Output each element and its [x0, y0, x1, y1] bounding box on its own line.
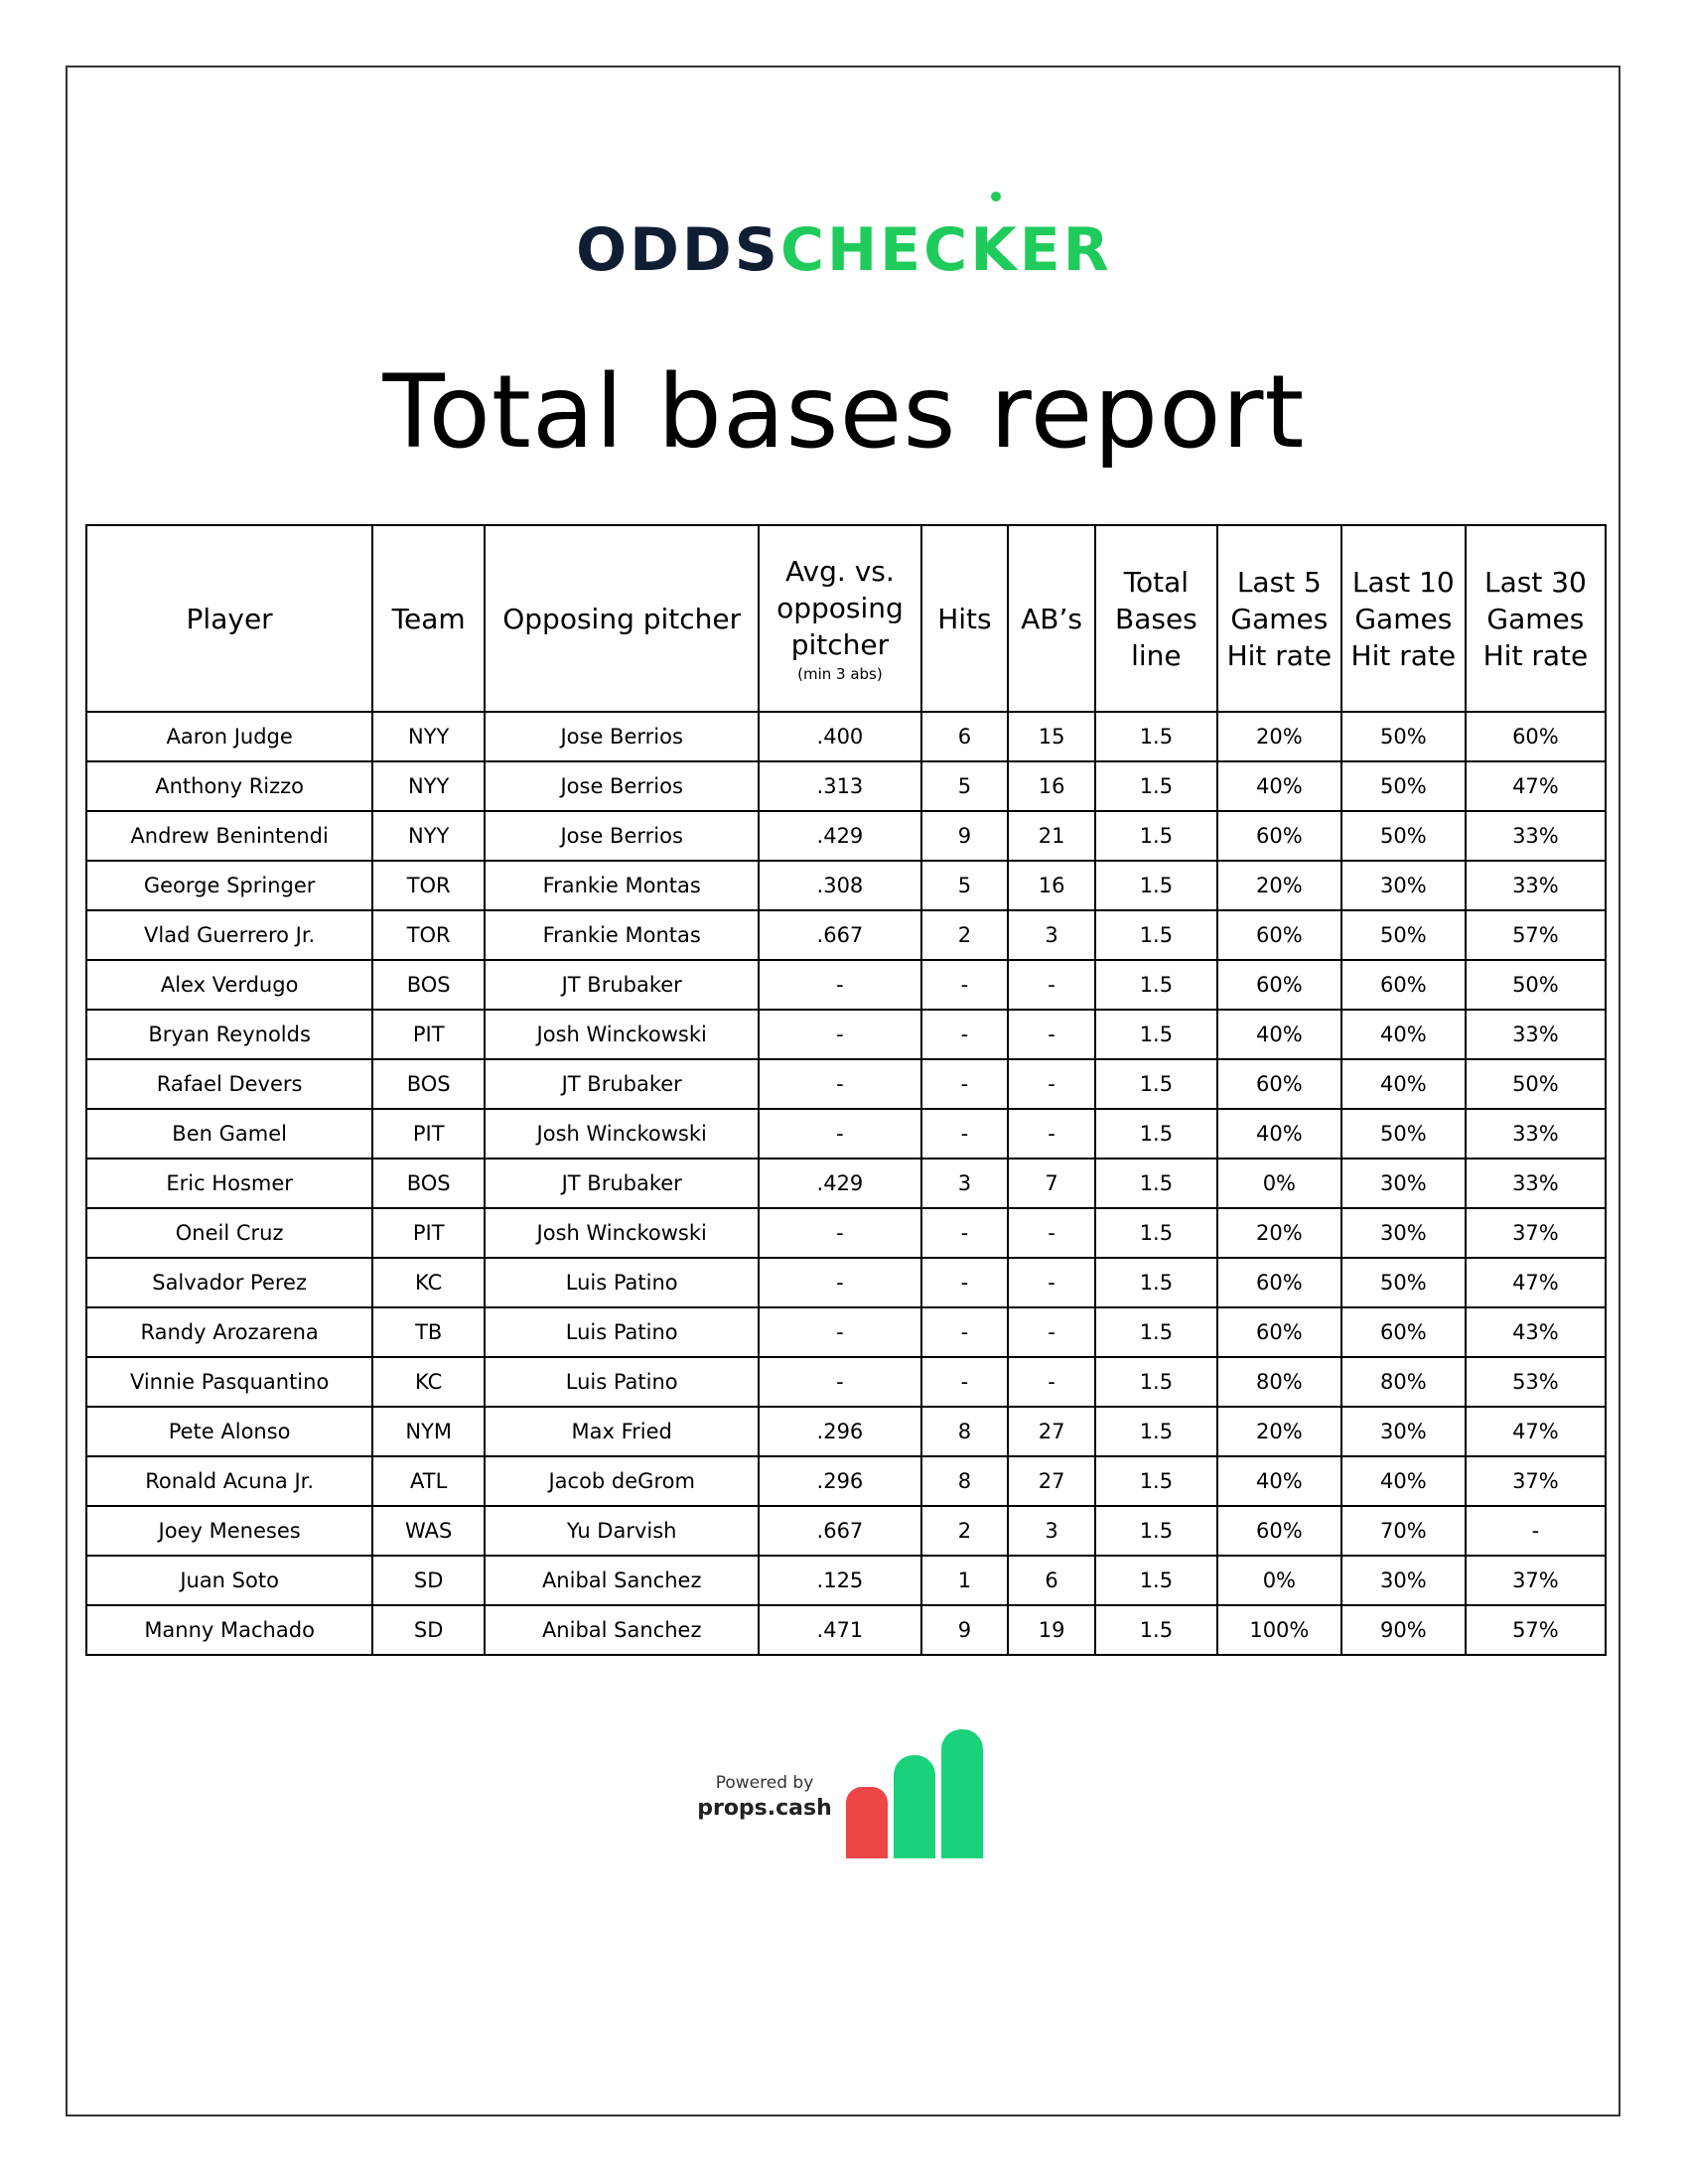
cell-at-bats: 27	[1008, 1456, 1095, 1506]
header-label: Total Bases line	[1115, 565, 1197, 672]
cell-total-bases-line: 1.5	[1095, 960, 1217, 1010]
cell-last-10-hit-rate: 50%	[1341, 761, 1466, 811]
cell-last-30-hit-rate: 57%	[1466, 1605, 1606, 1655]
cell-at-bats: -	[1008, 1357, 1095, 1407]
cell-at-bats: 16	[1008, 861, 1095, 910]
cell-last-10-hit-rate: 50%	[1341, 1109, 1466, 1159]
props-cash-brand: props.cash	[697, 1796, 832, 1821]
cell-opposing-pitcher: Josh Winckowski	[485, 1010, 759, 1059]
green-bar-icon	[894, 1755, 935, 1858]
cell-last-5-hit-rate: 60%	[1217, 960, 1341, 1010]
cell-team: TOR	[372, 861, 485, 910]
cell-total-bases-line: 1.5	[1095, 1010, 1217, 1059]
cell-last-5-hit-rate: 20%	[1217, 861, 1341, 910]
cell-at-bats: -	[1008, 1307, 1095, 1357]
cell-player: Oneil Cruz	[86, 1208, 372, 1258]
table-header	[86, 525, 1606, 712]
header-row	[86, 525, 1606, 712]
cell-hits: 1	[921, 1556, 1009, 1605]
logo-text-checker	[780, 215, 1112, 285]
cell-player: Ben Gamel	[86, 1109, 372, 1159]
cell-opposing-pitcher: Yu Darvish	[485, 1506, 759, 1556]
cell-team: SD	[372, 1556, 485, 1605]
cell-avg-vs-pitcher: .400	[759, 712, 920, 761]
cell-last-10-hit-rate: 60%	[1341, 1307, 1466, 1357]
cell-last-30-hit-rate: 47%	[1466, 1258, 1606, 1307]
cell-player: Ronald Acuna Jr.	[86, 1456, 372, 1506]
cell-last-10-hit-rate: 30%	[1341, 1208, 1466, 1258]
report-title: Total bases report	[382, 353, 1306, 472]
header-label: Hits	[937, 602, 992, 635]
cell-total-bases-line: 1.5	[1095, 1456, 1217, 1506]
cell-last-30-hit-rate: 57%	[1466, 910, 1606, 960]
table-row	[86, 1010, 1606, 1059]
cell-player: Rafael Devers	[86, 1059, 372, 1109]
cell-opposing-pitcher: Josh Winckowski	[485, 1208, 759, 1258]
cell-last-30-hit-rate: 33%	[1466, 811, 1606, 861]
cell-last-5-hit-rate: 0%	[1217, 1556, 1341, 1605]
cell-avg-vs-pitcher: -	[759, 1307, 920, 1357]
tall-green-bar-icon	[941, 1729, 983, 1858]
red-bar-icon	[846, 1787, 888, 1858]
cell-last-10-hit-rate: 50%	[1341, 712, 1466, 761]
cell-last-10-hit-rate: 30%	[1341, 1159, 1466, 1208]
cell-hits: 8	[921, 1456, 1009, 1506]
cell-at-bats: 21	[1008, 811, 1095, 861]
cell-team: NYY	[372, 761, 485, 811]
cell-at-bats: 6	[1008, 1556, 1095, 1605]
cell-opposing-pitcher: Jose Berrios	[485, 811, 759, 861]
cell-team: PIT	[372, 1010, 485, 1059]
cell-at-bats: 15	[1008, 712, 1095, 761]
cell-last-10-hit-rate: 30%	[1341, 861, 1466, 910]
cell-at-bats: 27	[1008, 1407, 1095, 1456]
cell-opposing-pitcher: Luis Patino	[485, 1307, 759, 1357]
cell-total-bases-line: 1.5	[1095, 811, 1217, 861]
cell-player: Manny Machado	[86, 1605, 372, 1655]
cell-team: PIT	[372, 1208, 485, 1258]
header-label: Team	[391, 602, 466, 635]
cell-player: Juan Soto	[86, 1556, 372, 1605]
cell-opposing-pitcher: JT Brubaker	[485, 1059, 759, 1109]
cell-last-10-hit-rate: 40%	[1341, 1010, 1466, 1059]
cell-at-bats: 3	[1008, 910, 1095, 960]
cell-team: SD	[372, 1605, 485, 1655]
cell-avg-vs-pitcher: .471	[759, 1605, 920, 1655]
cell-opposing-pitcher: Frankie Montas	[485, 861, 759, 910]
cell-last-30-hit-rate: 37%	[1466, 1456, 1606, 1506]
cell-last-5-hit-rate: 40%	[1217, 1109, 1341, 1159]
cell-total-bases-line: 1.5	[1095, 1605, 1217, 1655]
table-row	[86, 761, 1606, 811]
cell-hits: 9	[921, 1605, 1009, 1655]
cell-opposing-pitcher: Josh Winckowski	[485, 1109, 759, 1159]
logo-text-odds: ODDS	[576, 215, 780, 285]
cell-last-30-hit-rate: 50%	[1466, 1059, 1606, 1109]
cell-last-30-hit-rate: 43%	[1466, 1307, 1606, 1357]
cell-team: KC	[372, 1357, 485, 1407]
cell-avg-vs-pitcher: .429	[759, 1159, 920, 1208]
cell-last-5-hit-rate: 60%	[1217, 811, 1341, 861]
cell-hits: -	[921, 1357, 1009, 1407]
cell-avg-vs-pitcher: .429	[759, 811, 920, 861]
cell-total-bases-line: 1.5	[1095, 1506, 1217, 1556]
cell-hits: -	[921, 1109, 1009, 1159]
cell-last-30-hit-rate: 50%	[1466, 960, 1606, 1010]
cell-team: BOS	[372, 1159, 485, 1208]
cell-total-bases-line: 1.5	[1095, 1556, 1217, 1605]
cell-last-30-hit-rate: 47%	[1466, 761, 1606, 811]
cell-opposing-pitcher: Luis Patino	[485, 1258, 759, 1307]
cell-opposing-pitcher: Max Fried	[485, 1407, 759, 1456]
cell-avg-vs-pitcher: .308	[759, 861, 920, 910]
cell-total-bases-line: 1.5	[1095, 1208, 1217, 1258]
header-opposing-pitcher	[485, 525, 759, 712]
cell-hits: 5	[921, 861, 1009, 910]
cell-total-bases-line: 1.5	[1095, 712, 1217, 761]
cell-opposing-pitcher: Jose Berrios	[485, 761, 759, 811]
footer	[0, 1727, 1688, 1866]
cell-last-5-hit-rate: 20%	[1217, 1208, 1341, 1258]
table-row	[86, 1605, 1606, 1655]
cell-at-bats: -	[1008, 1109, 1095, 1159]
header-team	[372, 525, 485, 712]
cell-team: BOS	[372, 1059, 485, 1109]
cell-hits: 5	[921, 761, 1009, 811]
cell-team: ATL	[372, 1456, 485, 1506]
cell-last-5-hit-rate: 60%	[1217, 1506, 1341, 1556]
cell-opposing-pitcher: Jacob deGrom	[485, 1456, 759, 1506]
cell-player: Vlad Guerrero Jr.	[86, 910, 372, 960]
cell-team: BOS	[372, 960, 485, 1010]
header-last-5-hit-rate	[1217, 525, 1341, 712]
header-last-10-hit-rate	[1341, 525, 1466, 712]
table-row	[86, 1506, 1606, 1556]
cell-player: Randy Arozarena	[86, 1307, 372, 1357]
cell-hits: 2	[921, 1506, 1009, 1556]
cell-hits: -	[921, 1258, 1009, 1307]
cell-last-5-hit-rate: 20%	[1217, 712, 1341, 761]
cell-at-bats: -	[1008, 1258, 1095, 1307]
header-at-bats	[1008, 525, 1095, 712]
oddschecker-logo	[0, 215, 1688, 285]
cell-total-bases-line: 1.5	[1095, 1407, 1217, 1456]
cell-last-30-hit-rate: 33%	[1466, 861, 1606, 910]
cell-last-30-hit-rate: 60%	[1466, 712, 1606, 761]
header-label: Last 30 Games Hit rate	[1482, 565, 1589, 672]
table-row	[86, 1556, 1606, 1605]
cell-hits: -	[921, 960, 1009, 1010]
cell-avg-vs-pitcher: -	[759, 1357, 920, 1407]
header-label: Last 5 Games Hit rate	[1226, 565, 1333, 672]
cell-total-bases-line: 1.5	[1095, 1059, 1217, 1109]
cell-player: Pete Alonso	[86, 1407, 372, 1456]
cell-total-bases-line: 1.5	[1095, 1258, 1217, 1307]
table-row	[86, 1059, 1606, 1109]
table-row	[86, 1357, 1606, 1407]
cell-last-5-hit-rate: 40%	[1217, 1010, 1341, 1059]
table-row	[86, 1456, 1606, 1506]
cell-last-10-hit-rate: 30%	[1341, 1556, 1466, 1605]
props-cash-bars-icon	[846, 1729, 985, 1858]
table-row	[86, 960, 1606, 1010]
cell-hits: 3	[921, 1159, 1009, 1208]
cell-at-bats: -	[1008, 960, 1095, 1010]
table-row	[86, 1407, 1606, 1456]
header-label: Avg. vs. opposing pitcher	[776, 554, 904, 661]
table-row	[86, 1208, 1606, 1258]
cell-at-bats: 16	[1008, 761, 1095, 811]
cell-last-5-hit-rate: 60%	[1217, 1258, 1341, 1307]
powered-by-label: Powered by	[715, 1773, 814, 1793]
cell-player: Alex Verdugo	[86, 960, 372, 1010]
cell-total-bases-line: 1.5	[1095, 1159, 1217, 1208]
cell-last-10-hit-rate: 90%	[1341, 1605, 1466, 1655]
cell-player: Bryan Reynolds	[86, 1010, 372, 1059]
table-row	[86, 1307, 1606, 1357]
table-row	[86, 1159, 1606, 1208]
cell-total-bases-line: 1.5	[1095, 1307, 1217, 1357]
cell-player: Andrew Benintendi	[86, 811, 372, 861]
cell-player: George Springer	[86, 861, 372, 910]
cell-total-bases-line: 1.5	[1095, 910, 1217, 960]
cell-total-bases-line: 1.5	[1095, 1357, 1217, 1407]
cell-avg-vs-pitcher: .296	[759, 1407, 920, 1456]
cell-opposing-pitcher: Jose Berrios	[485, 712, 759, 761]
cell-team: NYY	[372, 811, 485, 861]
cell-last-10-hit-rate: 80%	[1341, 1357, 1466, 1407]
header-label: Player	[186, 602, 273, 635]
header-note: (min 3 abs)	[797, 664, 883, 683]
cell-avg-vs-pitcher: -	[759, 1010, 920, 1059]
cell-last-30-hit-rate: -	[1466, 1506, 1606, 1556]
cell-avg-vs-pitcher: .667	[759, 910, 920, 960]
cell-last-5-hit-rate: 20%	[1217, 1407, 1341, 1456]
cell-last-30-hit-rate: 33%	[1466, 1010, 1606, 1059]
cell-avg-vs-pitcher: -	[759, 1109, 920, 1159]
cell-last-10-hit-rate: 40%	[1341, 1059, 1466, 1109]
cell-avg-vs-pitcher: -	[759, 1208, 920, 1258]
cell-opposing-pitcher: JT Brubaker	[485, 1159, 759, 1208]
cell-team: NYM	[372, 1407, 485, 1456]
cell-last-30-hit-rate: 37%	[1466, 1556, 1606, 1605]
cell-avg-vs-pitcher: .667	[759, 1506, 920, 1556]
cell-avg-vs-pitcher: -	[759, 1059, 920, 1109]
cell-last-30-hit-rate: 33%	[1466, 1109, 1606, 1159]
cell-last-30-hit-rate: 53%	[1466, 1357, 1606, 1407]
cell-player: Eric Hosmer	[86, 1159, 372, 1208]
cell-at-bats: 19	[1008, 1605, 1095, 1655]
cell-team: KC	[372, 1258, 485, 1307]
logo-dot-icon	[991, 192, 1001, 202]
cell-total-bases-line: 1.5	[1095, 861, 1217, 910]
header-label: AB’s	[1021, 602, 1082, 635]
header-avg-vs-pitcher	[759, 525, 920, 712]
cell-team: WAS	[372, 1506, 485, 1556]
cell-opposing-pitcher: Frankie Montas	[485, 910, 759, 960]
cell-player: Anthony Rizzo	[86, 761, 372, 811]
cell-player: Aaron Judge	[86, 712, 372, 761]
table-row	[86, 1258, 1606, 1307]
header-player	[86, 525, 372, 712]
cell-last-10-hit-rate: 50%	[1341, 811, 1466, 861]
logo-text-checker-label: CHECKER	[779, 215, 1112, 285]
header-total-bases-line	[1095, 525, 1217, 712]
cell-last-5-hit-rate: 40%	[1217, 761, 1341, 811]
cell-avg-vs-pitcher: -	[759, 1258, 920, 1307]
header-hits	[921, 525, 1009, 712]
cell-team: NYY	[372, 712, 485, 761]
table-body	[86, 712, 1606, 1655]
cell-last-10-hit-rate: 50%	[1341, 1258, 1466, 1307]
cell-team: TB	[372, 1307, 485, 1357]
cell-at-bats: -	[1008, 1010, 1095, 1059]
cell-last-5-hit-rate: 100%	[1217, 1605, 1341, 1655]
cell-total-bases-line: 1.5	[1095, 1109, 1217, 1159]
cell-player: Joey Meneses	[86, 1506, 372, 1556]
cell-opposing-pitcher: JT Brubaker	[485, 960, 759, 1010]
cell-at-bats: 7	[1008, 1159, 1095, 1208]
cell-hits: -	[921, 1208, 1009, 1258]
cell-player: Salvador Perez	[86, 1258, 372, 1307]
cell-hits: -	[921, 1059, 1009, 1109]
cell-at-bats: 3	[1008, 1506, 1095, 1556]
powered-by-block	[695, 1771, 834, 1823]
cell-last-10-hit-rate: 40%	[1341, 1456, 1466, 1506]
cell-at-bats: -	[1008, 1208, 1095, 1258]
cell-at-bats: -	[1008, 1059, 1095, 1109]
cell-hits: 9	[921, 811, 1009, 861]
cell-last-5-hit-rate: 60%	[1217, 910, 1341, 960]
cell-last-5-hit-rate: 60%	[1217, 1059, 1341, 1109]
cell-last-5-hit-rate: 0%	[1217, 1159, 1341, 1208]
header-label: Last 10 Games Hit rate	[1350, 565, 1457, 672]
cell-last-10-hit-rate: 30%	[1341, 1407, 1466, 1456]
header-last-30-hit-rate	[1466, 525, 1606, 712]
cell-opposing-pitcher: Anibal Sanchez	[485, 1556, 759, 1605]
cell-opposing-pitcher: Luis Patino	[485, 1357, 759, 1407]
cell-last-5-hit-rate: 40%	[1217, 1456, 1341, 1506]
table-row	[86, 811, 1606, 861]
cell-hits: -	[921, 1307, 1009, 1357]
cell-team: TOR	[372, 910, 485, 960]
table-row	[86, 861, 1606, 910]
cell-last-10-hit-rate: 60%	[1341, 960, 1466, 1010]
cell-last-30-hit-rate: 47%	[1466, 1407, 1606, 1456]
cell-team: PIT	[372, 1109, 485, 1159]
total-bases-table	[85, 524, 1607, 1656]
cell-hits: -	[921, 1010, 1009, 1059]
table-row	[86, 1109, 1606, 1159]
table-row	[86, 712, 1606, 761]
cell-last-30-hit-rate: 37%	[1466, 1208, 1606, 1258]
header-label: Opposing pitcher	[502, 602, 742, 635]
table-row	[86, 910, 1606, 960]
cell-total-bases-line: 1.5	[1095, 761, 1217, 811]
cell-avg-vs-pitcher: .125	[759, 1556, 920, 1605]
cell-avg-vs-pitcher: -	[759, 960, 920, 1010]
cell-last-10-hit-rate: 70%	[1341, 1506, 1466, 1556]
cell-avg-vs-pitcher: .313	[759, 761, 920, 811]
cell-last-10-hit-rate: 50%	[1341, 910, 1466, 960]
cell-player: Vinnie Pasquantino	[86, 1357, 372, 1407]
cell-avg-vs-pitcher: .296	[759, 1456, 920, 1506]
cell-hits: 6	[921, 712, 1009, 761]
cell-opposing-pitcher: Anibal Sanchez	[485, 1605, 759, 1655]
cell-last-5-hit-rate: 80%	[1217, 1357, 1341, 1407]
cell-last-5-hit-rate: 60%	[1217, 1307, 1341, 1357]
cell-hits: 2	[921, 910, 1009, 960]
cell-last-30-hit-rate: 33%	[1466, 1159, 1606, 1208]
cell-hits: 8	[921, 1407, 1009, 1456]
